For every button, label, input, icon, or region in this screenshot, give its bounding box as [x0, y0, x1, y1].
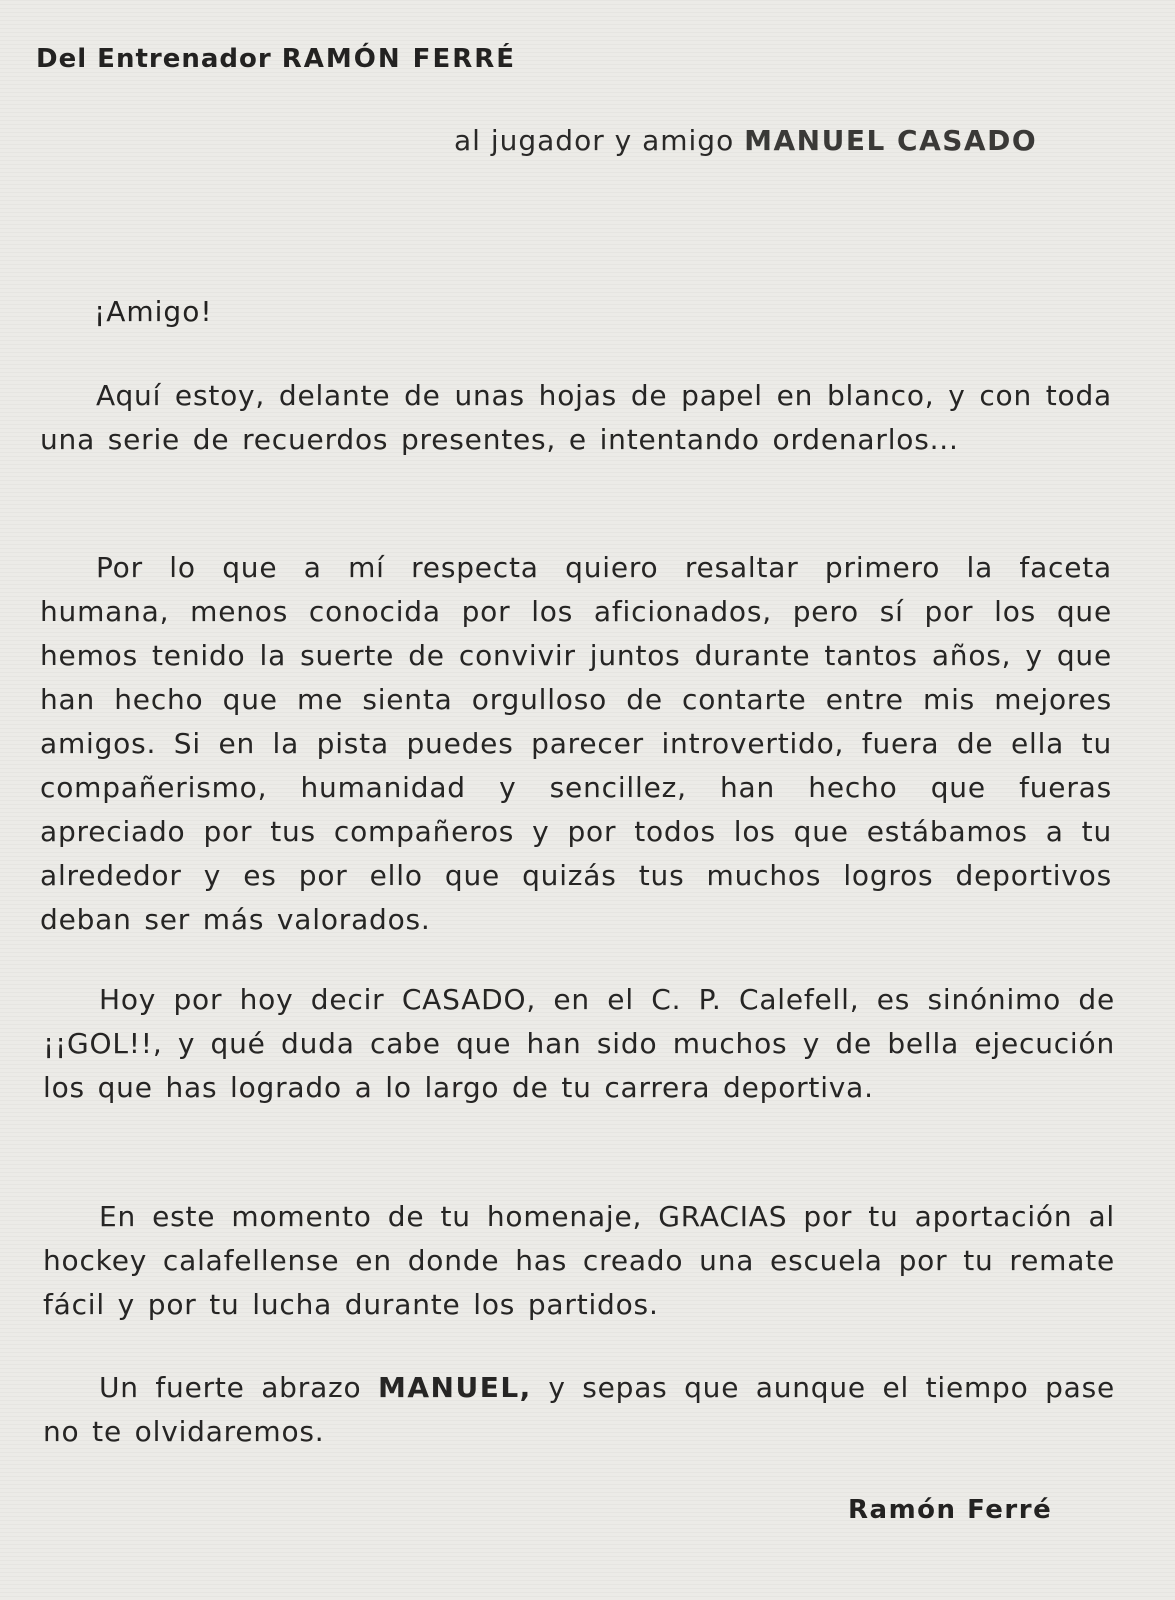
- salutation: ¡Amigo!: [94, 295, 213, 328]
- paragraph-1: Aquí estoy, delante de unas hojas de papel en blanco, y con toda una serie de recuerdos presentes, e intentando ordenarlos...: [40, 379, 1112, 456]
- paragraph-2: Por lo que a mí respecta quiero resaltar primero la faceta humana, menos conocida por los aficionados, pero sí por los que hemos tenido la suerte de convivir juntos durante tantos años, y que han hecho que me sienta orgulloso de contarte entre mis mejores amigos. Si en la pista puedes parecer introvertido, fuera de ella tu compañerismo, humanidad y sencillez, han hecho que fueras apreciado por tus compañeros y por todos los que estábamos a tu alrededor y es por ello que quizás tus muchos logros deportivos deban ser más valorados.: [40, 551, 1112, 936]
- to-heading: [454, 124, 1037, 157]
- from-name: RAMÓN FERRÉ: [281, 44, 517, 74]
- paragraph-5-before: Un fuerte abrazo: [99, 1371, 362, 1404]
- paragraph-5-name: MANUEL,: [378, 1371, 532, 1404]
- paragraph-3: Hoy por hoy decir CASADO, en el C. P. Calefell, es sinónimo de ¡¡GOL!!, y qué duda cabe que han sido muchos y de bella ejecución los que has logrado a lo largo de tu carrera deportiva.: [43, 983, 1115, 1104]
- paragraph-4: En este momento de tu homenaje, GRACIAS por tu aportación al hockey calafellense en donde has creado una escuela por tu remate fácil y por tu lucha durante los partidos.: [43, 1200, 1115, 1321]
- to-prefix: al jugador y amigo: [454, 124, 735, 157]
- from-heading: [36, 44, 516, 74]
- from-prefix: Del Entrenador: [36, 44, 272, 74]
- paragraph-5: [43, 1366, 1115, 1454]
- paragraph-5-after: y sepas que aunque el tiempo pase no te olvidaremos.: [43, 1371, 1116, 1448]
- signature: Ramón Ferré: [848, 1495, 1053, 1525]
- to-name: MANUEL CASADO: [744, 124, 1038, 157]
